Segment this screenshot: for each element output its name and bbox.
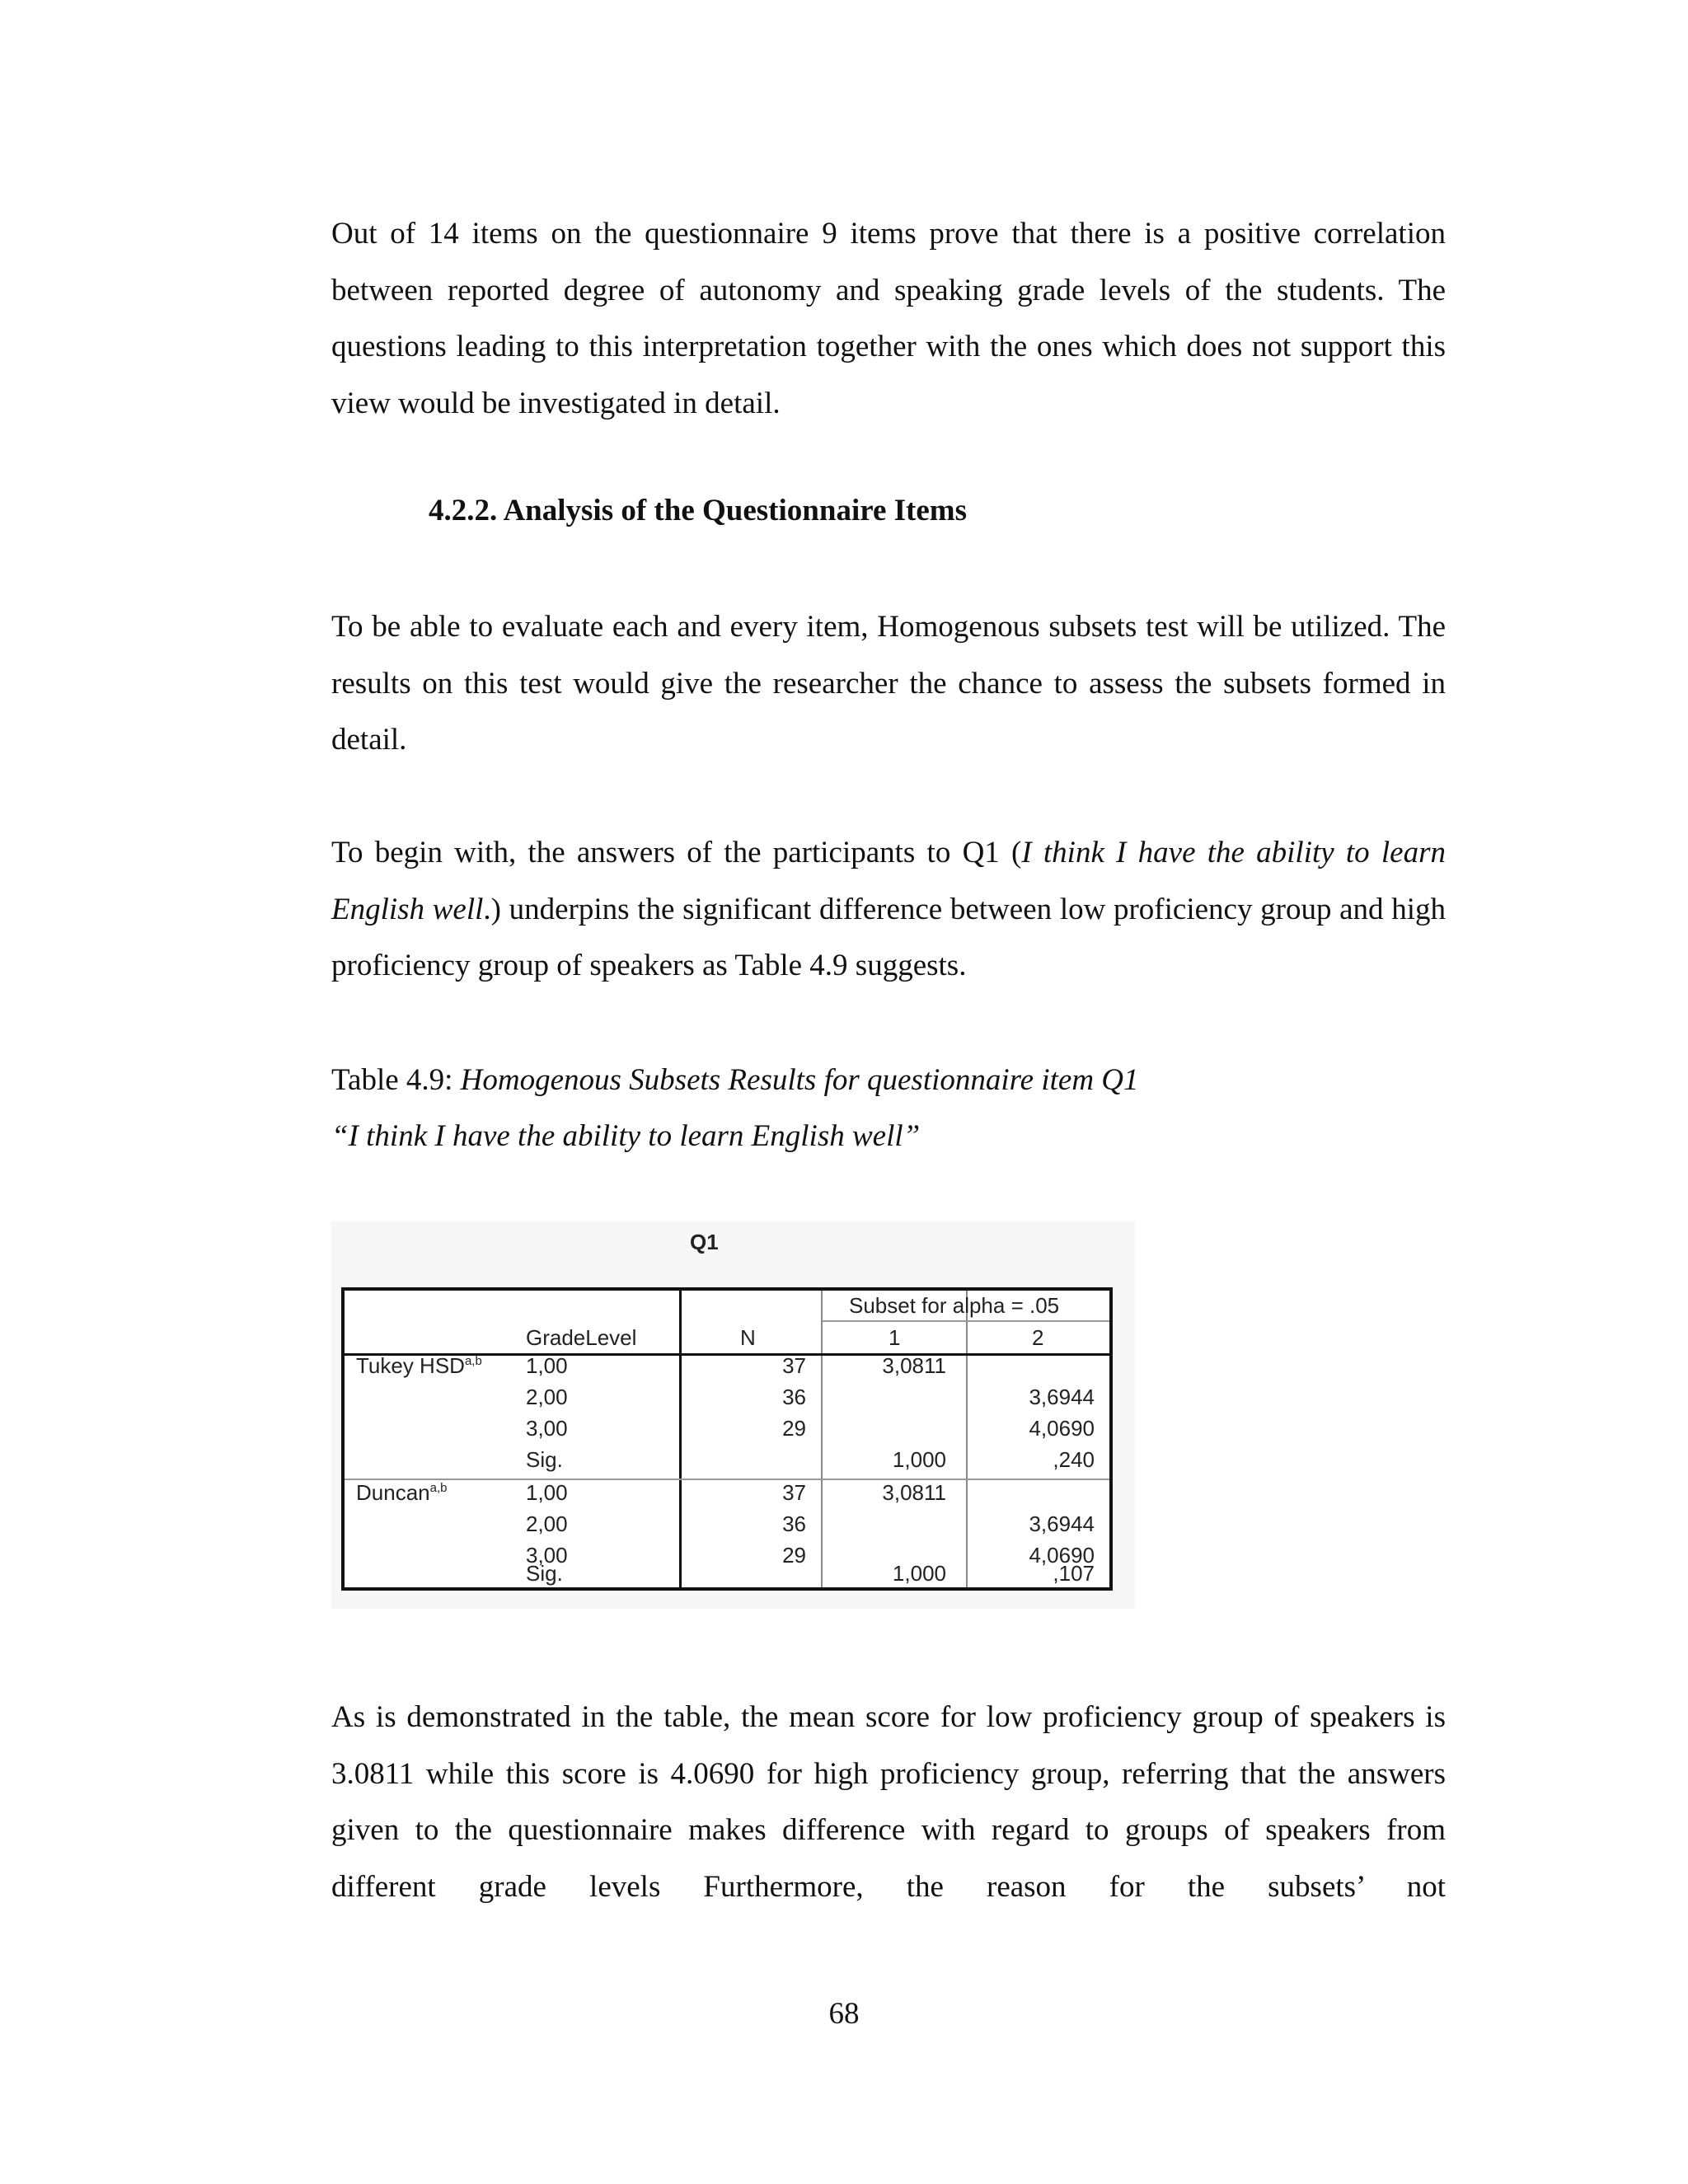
table-cell: 36 xyxy=(782,1511,806,1536)
table-cell: Sig. xyxy=(526,1561,563,1586)
table-cell: 2,00 xyxy=(526,1511,568,1536)
caption-subtitle: “I think I have the ability to learn English well” xyxy=(331,1119,921,1153)
paragraph-q1-text-a: To begin with, the answers of the participants to Q1 ( xyxy=(331,836,1022,869)
table-cell: 3,6944 xyxy=(1029,1511,1095,1536)
table-cell: 36 xyxy=(782,1385,806,1409)
paragraph-subsets-test: To be able to evaluate each and every item, Homogenous subsets test will be utilized. The results on this test would give the researcher the chance to assess the subsets formed in detail. xyxy=(331,610,1446,757)
table-cell: 29 xyxy=(782,1543,806,1568)
table-cell: 3,0811 xyxy=(882,1353,946,1378)
caption-title: Homogenous Subsets Results for questionnaire item Q1 xyxy=(460,1063,1139,1097)
table-cell: 37 xyxy=(782,1353,806,1378)
table-cell: 37 xyxy=(782,1480,806,1505)
table-cell: 29 xyxy=(782,1416,806,1441)
table-title: Q1 xyxy=(690,1230,719,1254)
table-cell: 3,00 xyxy=(526,1543,568,1568)
col-gradelevel: GradeLevel xyxy=(526,1325,637,1350)
table-cell: 3,0811 xyxy=(882,1480,946,1505)
paragraph-q1-italic: I think I have the ability to learn English well xyxy=(331,836,1447,926)
col-n: N xyxy=(740,1325,756,1350)
paragraph-discussion: As is demonstrated in the table, the mean score for low proficiency group of speakers is 3.0811 while this score is 4.0690 for high proficiency group, referring that the answers given to the questionnaire makes difference with regard to groups of speakers from different grade levels Furthermore, the reason for the subsets’ not xyxy=(331,1700,1446,1904)
group-label-tukey: Tukey HSD$^{a,b}$ xyxy=(356,1353,482,1378)
table-cell: ,240 xyxy=(1053,1447,1095,1472)
table-cell: 1,00 xyxy=(526,1480,568,1505)
table-cell: 1,000 xyxy=(892,1447,946,1472)
table-cell: 1,00 xyxy=(526,1353,568,1378)
col-subset-2: 2 xyxy=(1032,1325,1044,1350)
table-cell: Sig. xyxy=(526,1447,563,1472)
caption-label: Table 4.9: xyxy=(331,1063,461,1097)
table-cell: ,107 xyxy=(1053,1561,1095,1586)
page-number: 68 xyxy=(828,1997,860,2031)
col-subset-1: 1 xyxy=(889,1325,901,1350)
table-cell: 4,0690 xyxy=(1029,1543,1095,1568)
table-cell: 1,000 xyxy=(892,1561,946,1586)
homogenous-subsets-table xyxy=(341,1287,1113,1591)
section-heading: 4.2.2. Analysis of the Questionnaire Items xyxy=(429,494,968,527)
subset-header: Subset for alpha = .05 xyxy=(849,1293,1060,1318)
paragraph-q1-text-b: .) underpins the significant difference between low proficiency group and high proficiency group of speakers as Table 4.9 suggests. xyxy=(331,892,1446,982)
table-cell: 3,00 xyxy=(526,1416,568,1441)
paragraph-q1 xyxy=(331,825,1446,995)
spss-table-image xyxy=(331,1221,1135,1609)
table-cell: 3,6944 xyxy=(1029,1385,1095,1409)
paragraph-intro: Out of 14 items on the questionnaire 9 items prove that there is a positive correlation between reported degree of autonomy and speaking grade levels of the students. The questions leading to this interpretation together with the ones which does not support this view would be investigated in detail. xyxy=(331,217,1446,420)
table-caption xyxy=(331,1052,1139,1165)
table-cell: 4,0690 xyxy=(1029,1416,1095,1441)
table-cell: 2,00 xyxy=(526,1385,568,1409)
group-label-duncan: Duncan$^{a,b}$ xyxy=(356,1480,448,1505)
